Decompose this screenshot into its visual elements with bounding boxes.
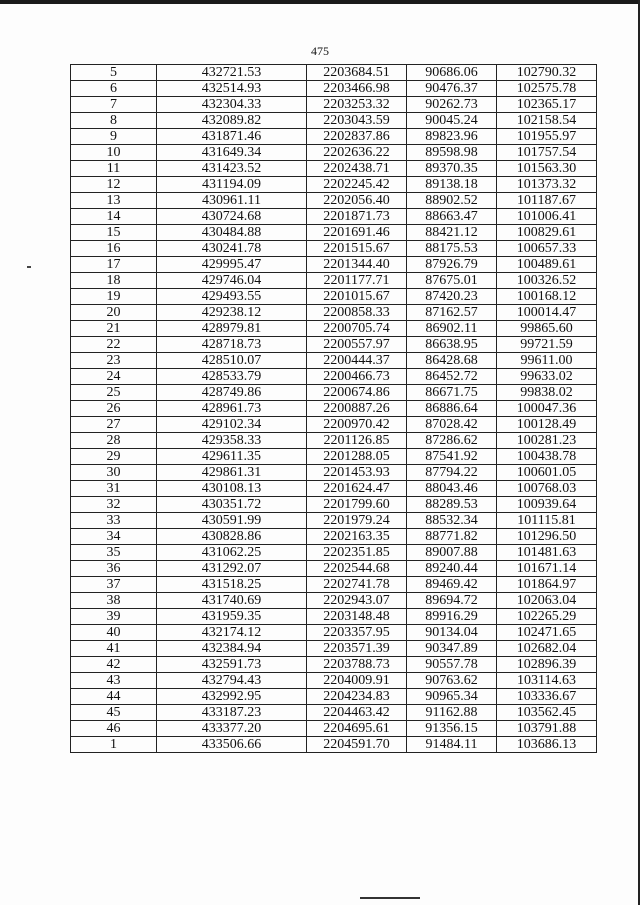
coordinate-cell: 430351.72 bbox=[157, 497, 307, 513]
coordinate-cell: 428979.81 bbox=[157, 321, 307, 337]
coordinate-cell: 87675.01 bbox=[407, 273, 497, 289]
table-row bbox=[71, 657, 597, 673]
coordinate-cell: 89469.42 bbox=[407, 577, 497, 593]
coordinate-cell: 102365.17 bbox=[497, 97, 597, 113]
coordinate-cell: 100438.78 bbox=[497, 449, 597, 465]
coordinate-cell: 2202056.40 bbox=[307, 193, 407, 209]
coordinate-cell: 102575.78 bbox=[497, 81, 597, 97]
coordinate-cell: 87162.57 bbox=[407, 305, 497, 321]
coordinate-cell: 2203684.51 bbox=[307, 65, 407, 81]
table-row bbox=[71, 721, 597, 737]
coordinate-cell: 432721.53 bbox=[157, 65, 307, 81]
coordinate-cell: 102682.04 bbox=[497, 641, 597, 657]
coordinate-cell: 101864.97 bbox=[497, 577, 597, 593]
coordinate-cell: 101373.32 bbox=[497, 177, 597, 193]
point-number-cell: 30 bbox=[71, 465, 157, 481]
coordinate-cell: 89823.96 bbox=[407, 129, 497, 145]
point-number-cell: 8 bbox=[71, 113, 157, 129]
point-number-cell: 12 bbox=[71, 177, 157, 193]
table-row bbox=[71, 593, 597, 609]
table-row bbox=[71, 225, 597, 241]
point-number-cell: 39 bbox=[71, 609, 157, 625]
table-row bbox=[71, 401, 597, 417]
table-row bbox=[71, 81, 597, 97]
table-row bbox=[71, 673, 597, 689]
coordinate-cell: 103686.13 bbox=[497, 737, 597, 753]
coordinate-cell: 431959.35 bbox=[157, 609, 307, 625]
coordinate-cell: 90557.78 bbox=[407, 657, 497, 673]
table-row bbox=[71, 161, 597, 177]
coordinate-cell: 89007.88 bbox=[407, 545, 497, 561]
coordinate-cell: 2201015.67 bbox=[307, 289, 407, 305]
point-number-cell: 42 bbox=[71, 657, 157, 673]
table-row bbox=[71, 529, 597, 545]
coordinate-cell: 431871.46 bbox=[157, 129, 307, 145]
coordinate-cell: 102063.04 bbox=[497, 593, 597, 609]
coordinate-cell: 431292.07 bbox=[157, 561, 307, 577]
coordinate-cell: 431649.34 bbox=[157, 145, 307, 161]
coordinate-cell: 431740.69 bbox=[157, 593, 307, 609]
coordinate-cell: 101481.63 bbox=[497, 545, 597, 561]
coordinate-cell: 429995.47 bbox=[157, 257, 307, 273]
coordinate-cell: 88902.52 bbox=[407, 193, 497, 209]
table-row bbox=[71, 353, 597, 369]
coordinate-cell: 433187.23 bbox=[157, 705, 307, 721]
coordinate-cell: 431062.25 bbox=[157, 545, 307, 561]
point-number-cell: 44 bbox=[71, 689, 157, 705]
point-number-cell: 43 bbox=[71, 673, 157, 689]
point-number-cell: 46 bbox=[71, 721, 157, 737]
point-number-cell: 16 bbox=[71, 241, 157, 257]
coordinate-cell: 2201177.71 bbox=[307, 273, 407, 289]
coordinate-cell: 89598.98 bbox=[407, 145, 497, 161]
coordinate-cell: 90134.04 bbox=[407, 625, 497, 641]
coordinate-cell: 91484.11 bbox=[407, 737, 497, 753]
coordinate-cell: 100128.49 bbox=[497, 417, 597, 433]
coordinate-cell: 102471.65 bbox=[497, 625, 597, 641]
scan-top-edge bbox=[0, 0, 640, 4]
coordinate-cell: 431518.25 bbox=[157, 577, 307, 593]
coordinate-cell: 91162.88 bbox=[407, 705, 497, 721]
table-row bbox=[71, 97, 597, 113]
coordinate-cell: 88663.47 bbox=[407, 209, 497, 225]
coordinate-cell: 89138.18 bbox=[407, 177, 497, 193]
point-number-cell: 11 bbox=[71, 161, 157, 177]
point-number-cell: 20 bbox=[71, 305, 157, 321]
coordinate-cell: 429861.31 bbox=[157, 465, 307, 481]
coordinate-cell: 2200674.86 bbox=[307, 385, 407, 401]
coordinate-cell: 90262.73 bbox=[407, 97, 497, 113]
coordinate-cell: 100601.05 bbox=[497, 465, 597, 481]
coordinate-cell: 100768.03 bbox=[497, 481, 597, 497]
coordinate-cell: 428533.79 bbox=[157, 369, 307, 385]
coordinate-cell: 2204234.83 bbox=[307, 689, 407, 705]
table-row bbox=[71, 289, 597, 305]
coordinate-cell: 2202943.07 bbox=[307, 593, 407, 609]
coordinate-cell: 87420.23 bbox=[407, 289, 497, 305]
coordinate-cell: 87286.62 bbox=[407, 433, 497, 449]
coordinate-cell: 431423.52 bbox=[157, 161, 307, 177]
table-row bbox=[71, 145, 597, 161]
coordinate-cell: 100014.47 bbox=[497, 305, 597, 321]
coordinate-cell: 2203253.32 bbox=[307, 97, 407, 113]
coordinate-cell: 2200466.73 bbox=[307, 369, 407, 385]
table-row bbox=[71, 449, 597, 465]
point-number-cell: 19 bbox=[71, 289, 157, 305]
coordinates-table-wrapper bbox=[70, 64, 596, 753]
coordinate-cell: 103114.63 bbox=[497, 673, 597, 689]
coordinate-cell: 100489.61 bbox=[497, 257, 597, 273]
point-number-cell: 34 bbox=[71, 529, 157, 545]
point-number-cell: 32 bbox=[71, 497, 157, 513]
point-number-cell: 14 bbox=[71, 209, 157, 225]
point-number-cell: 1 bbox=[71, 737, 157, 753]
coordinate-cell: 101296.50 bbox=[497, 529, 597, 545]
coordinate-cell: 2201126.85 bbox=[307, 433, 407, 449]
point-number-cell: 13 bbox=[71, 193, 157, 209]
coordinate-cell: 90763.62 bbox=[407, 673, 497, 689]
coordinate-cell: 430591.99 bbox=[157, 513, 307, 529]
table-row bbox=[71, 561, 597, 577]
coordinate-cell: 88421.12 bbox=[407, 225, 497, 241]
coordinate-cell: 100281.23 bbox=[497, 433, 597, 449]
margin-mark bbox=[27, 266, 31, 268]
coordinate-cell: 433377.20 bbox=[157, 721, 307, 737]
coordinate-cell: 89240.44 bbox=[407, 561, 497, 577]
table-row bbox=[71, 321, 597, 337]
coordinates-table bbox=[70, 64, 597, 753]
coordinate-cell: 88289.53 bbox=[407, 497, 497, 513]
coordinate-cell: 429746.04 bbox=[157, 273, 307, 289]
coordinate-cell: 99838.02 bbox=[497, 385, 597, 401]
coordinate-cell: 2202438.71 bbox=[307, 161, 407, 177]
coordinate-cell: 432514.93 bbox=[157, 81, 307, 97]
table-row bbox=[71, 113, 597, 129]
coordinate-cell: 102790.32 bbox=[497, 65, 597, 81]
coordinate-cell: 88771.82 bbox=[407, 529, 497, 545]
coordinate-cell: 2201799.60 bbox=[307, 497, 407, 513]
point-number-cell: 41 bbox=[71, 641, 157, 657]
coordinate-cell: 2201624.47 bbox=[307, 481, 407, 497]
coordinate-cell: 100326.52 bbox=[497, 273, 597, 289]
coordinate-cell: 429611.35 bbox=[157, 449, 307, 465]
table-row bbox=[71, 65, 597, 81]
coordinate-cell: 430961.11 bbox=[157, 193, 307, 209]
table-row bbox=[71, 129, 597, 145]
coordinate-cell: 430828.86 bbox=[157, 529, 307, 545]
point-number-cell: 38 bbox=[71, 593, 157, 609]
coordinate-cell: 102896.39 bbox=[497, 657, 597, 673]
coordinate-cell: 430724.68 bbox=[157, 209, 307, 225]
point-number-cell: 36 bbox=[71, 561, 157, 577]
coordinate-cell: 2201871.73 bbox=[307, 209, 407, 225]
coordinate-cell: 2202544.68 bbox=[307, 561, 407, 577]
coordinate-cell: 100829.61 bbox=[497, 225, 597, 241]
point-number-cell: 21 bbox=[71, 321, 157, 337]
coordinate-cell: 88175.53 bbox=[407, 241, 497, 257]
coordinate-cell: 102265.29 bbox=[497, 609, 597, 625]
coordinate-cell: 99865.60 bbox=[497, 321, 597, 337]
coordinate-cell: 101671.14 bbox=[497, 561, 597, 577]
coordinate-cell: 86671.75 bbox=[407, 385, 497, 401]
point-number-cell: 29 bbox=[71, 449, 157, 465]
table-row bbox=[71, 369, 597, 385]
coordinate-cell: 91356.15 bbox=[407, 721, 497, 737]
table-row bbox=[71, 433, 597, 449]
coordinate-cell: 433506.66 bbox=[157, 737, 307, 753]
coordinate-cell: 2203043.59 bbox=[307, 113, 407, 129]
coordinate-cell: 2200444.37 bbox=[307, 353, 407, 369]
coordinate-cell: 89370.35 bbox=[407, 161, 497, 177]
coordinate-cell: 2200970.42 bbox=[307, 417, 407, 433]
coordinate-cell: 428718.73 bbox=[157, 337, 307, 353]
coordinate-cell: 2204463.42 bbox=[307, 705, 407, 721]
point-number-cell: 40 bbox=[71, 625, 157, 641]
coordinate-cell: 101115.81 bbox=[497, 513, 597, 529]
point-number-cell: 22 bbox=[71, 337, 157, 353]
coordinate-cell: 2203571.39 bbox=[307, 641, 407, 657]
table-row bbox=[71, 193, 597, 209]
coordinate-cell: 2203466.98 bbox=[307, 81, 407, 97]
coordinate-cell: 101006.41 bbox=[497, 209, 597, 225]
coordinate-cell: 2201453.93 bbox=[307, 465, 407, 481]
page-number: 475 bbox=[311, 44, 329, 58]
coordinate-cell: 430108.13 bbox=[157, 481, 307, 497]
coordinate-cell: 2202636.22 bbox=[307, 145, 407, 161]
coordinate-cell: 86638.95 bbox=[407, 337, 497, 353]
coordinate-cell: 2202351.85 bbox=[307, 545, 407, 561]
table-row bbox=[71, 497, 597, 513]
coordinate-cell: 88532.34 bbox=[407, 513, 497, 529]
point-number-cell: 28 bbox=[71, 433, 157, 449]
point-number-cell: 24 bbox=[71, 369, 157, 385]
table-row bbox=[71, 417, 597, 433]
point-number-cell: 35 bbox=[71, 545, 157, 561]
coordinate-cell: 87794.22 bbox=[407, 465, 497, 481]
coordinate-cell: 428749.86 bbox=[157, 385, 307, 401]
coordinate-cell: 2202163.35 bbox=[307, 529, 407, 545]
coordinate-cell: 102158.54 bbox=[497, 113, 597, 129]
table-row bbox=[71, 641, 597, 657]
table-row bbox=[71, 705, 597, 721]
point-number-cell: 18 bbox=[71, 273, 157, 289]
table-row bbox=[71, 241, 597, 257]
point-number-cell: 25 bbox=[71, 385, 157, 401]
coordinate-cell: 101955.97 bbox=[497, 129, 597, 145]
coordinate-cell: 430241.78 bbox=[157, 241, 307, 257]
point-number-cell: 15 bbox=[71, 225, 157, 241]
coordinate-cell: 429102.34 bbox=[157, 417, 307, 433]
coordinate-cell: 432794.43 bbox=[157, 673, 307, 689]
coordinate-cell: 2201344.40 bbox=[307, 257, 407, 273]
coordinate-cell: 90347.89 bbox=[407, 641, 497, 657]
table-row bbox=[71, 177, 597, 193]
coordinate-cell: 101757.54 bbox=[497, 145, 597, 161]
coordinate-cell: 86886.64 bbox=[407, 401, 497, 417]
table-row bbox=[71, 737, 597, 753]
coordinate-cell: 432384.94 bbox=[157, 641, 307, 657]
coordinate-cell: 89694.72 bbox=[407, 593, 497, 609]
coordinate-cell: 2200858.33 bbox=[307, 305, 407, 321]
point-number-cell: 27 bbox=[71, 417, 157, 433]
coordinate-cell: 2204695.61 bbox=[307, 721, 407, 737]
coordinate-cell: 90476.37 bbox=[407, 81, 497, 97]
coordinate-cell: 429493.55 bbox=[157, 289, 307, 305]
coordinate-cell: 2202741.78 bbox=[307, 577, 407, 593]
coordinate-cell: 87028.42 bbox=[407, 417, 497, 433]
table-row bbox=[71, 257, 597, 273]
point-number-cell: 23 bbox=[71, 353, 157, 369]
coordinate-cell: 99611.00 bbox=[497, 353, 597, 369]
coordinate-cell: 428510.07 bbox=[157, 353, 307, 369]
coordinate-cell: 2201691.46 bbox=[307, 225, 407, 241]
table-row bbox=[71, 337, 597, 353]
point-number-cell: 33 bbox=[71, 513, 157, 529]
point-number-cell: 37 bbox=[71, 577, 157, 593]
coordinate-cell: 101563.30 bbox=[497, 161, 597, 177]
coordinate-cell: 2200887.26 bbox=[307, 401, 407, 417]
coordinate-cell: 2201979.24 bbox=[307, 513, 407, 529]
coordinate-cell: 2203357.95 bbox=[307, 625, 407, 641]
coordinate-cell: 432089.82 bbox=[157, 113, 307, 129]
coordinate-cell: 2202837.86 bbox=[307, 129, 407, 145]
coordinate-cell: 99633.02 bbox=[497, 369, 597, 385]
coordinate-cell: 2201288.05 bbox=[307, 449, 407, 465]
coordinate-cell: 103562.45 bbox=[497, 705, 597, 721]
coordinate-cell: 2203148.48 bbox=[307, 609, 407, 625]
table-row bbox=[71, 385, 597, 401]
table-row bbox=[71, 209, 597, 225]
table-body bbox=[71, 65, 597, 753]
coordinate-cell: 87926.79 bbox=[407, 257, 497, 273]
coordinate-cell: 103336.67 bbox=[497, 689, 597, 705]
coordinate-cell: 89916.29 bbox=[407, 609, 497, 625]
coordinate-cell: 2203788.73 bbox=[307, 657, 407, 673]
coordinate-cell: 2204009.91 bbox=[307, 673, 407, 689]
point-number-cell: 31 bbox=[71, 481, 157, 497]
table-row bbox=[71, 577, 597, 593]
coordinate-cell: 430484.88 bbox=[157, 225, 307, 241]
coordinate-cell: 100168.12 bbox=[497, 289, 597, 305]
point-number-cell: 6 bbox=[71, 81, 157, 97]
coordinate-cell: 2200557.97 bbox=[307, 337, 407, 353]
coordinate-cell: 429238.12 bbox=[157, 305, 307, 321]
point-number-cell: 5 bbox=[71, 65, 157, 81]
coordinate-cell: 90686.06 bbox=[407, 65, 497, 81]
point-number-cell: 9 bbox=[71, 129, 157, 145]
coordinate-cell: 100047.36 bbox=[497, 401, 597, 417]
bottom-scan-mark bbox=[360, 897, 420, 899]
table-row bbox=[71, 609, 597, 625]
coordinate-cell: 86902.11 bbox=[407, 321, 497, 337]
coordinate-cell: 101187.67 bbox=[497, 193, 597, 209]
table-row bbox=[71, 465, 597, 481]
coordinate-cell: 2204591.70 bbox=[307, 737, 407, 753]
coordinate-cell: 2202245.42 bbox=[307, 177, 407, 193]
coordinate-cell: 428961.73 bbox=[157, 401, 307, 417]
coordinate-cell: 99721.59 bbox=[497, 337, 597, 353]
table-row bbox=[71, 625, 597, 641]
coordinate-cell: 90045.24 bbox=[407, 113, 497, 129]
coordinate-cell: 86452.72 bbox=[407, 369, 497, 385]
table-row bbox=[71, 305, 597, 321]
coordinate-cell: 2201515.67 bbox=[307, 241, 407, 257]
point-number-cell: 7 bbox=[71, 97, 157, 113]
coordinate-cell: 87541.92 bbox=[407, 449, 497, 465]
coordinate-cell: 103791.88 bbox=[497, 721, 597, 737]
point-number-cell: 26 bbox=[71, 401, 157, 417]
table-row bbox=[71, 545, 597, 561]
coordinate-cell: 432591.73 bbox=[157, 657, 307, 673]
coordinate-cell: 100939.64 bbox=[497, 497, 597, 513]
point-number-cell: 17 bbox=[71, 257, 157, 273]
coordinate-cell: 429358.33 bbox=[157, 433, 307, 449]
coordinate-cell: 432174.12 bbox=[157, 625, 307, 641]
table-row bbox=[71, 481, 597, 497]
coordinate-cell: 432992.95 bbox=[157, 689, 307, 705]
coordinate-cell: 88043.46 bbox=[407, 481, 497, 497]
coordinate-cell: 431194.09 bbox=[157, 177, 307, 193]
point-number-cell: 10 bbox=[71, 145, 157, 161]
coordinate-cell: 432304.33 bbox=[157, 97, 307, 113]
coordinate-cell: 86428.68 bbox=[407, 353, 497, 369]
table-row bbox=[71, 689, 597, 705]
coordinate-cell: 2200705.74 bbox=[307, 321, 407, 337]
coordinate-cell: 90965.34 bbox=[407, 689, 497, 705]
table-row bbox=[71, 273, 597, 289]
point-number-cell: 45 bbox=[71, 705, 157, 721]
table-row bbox=[71, 513, 597, 529]
coordinate-cell: 100657.33 bbox=[497, 241, 597, 257]
